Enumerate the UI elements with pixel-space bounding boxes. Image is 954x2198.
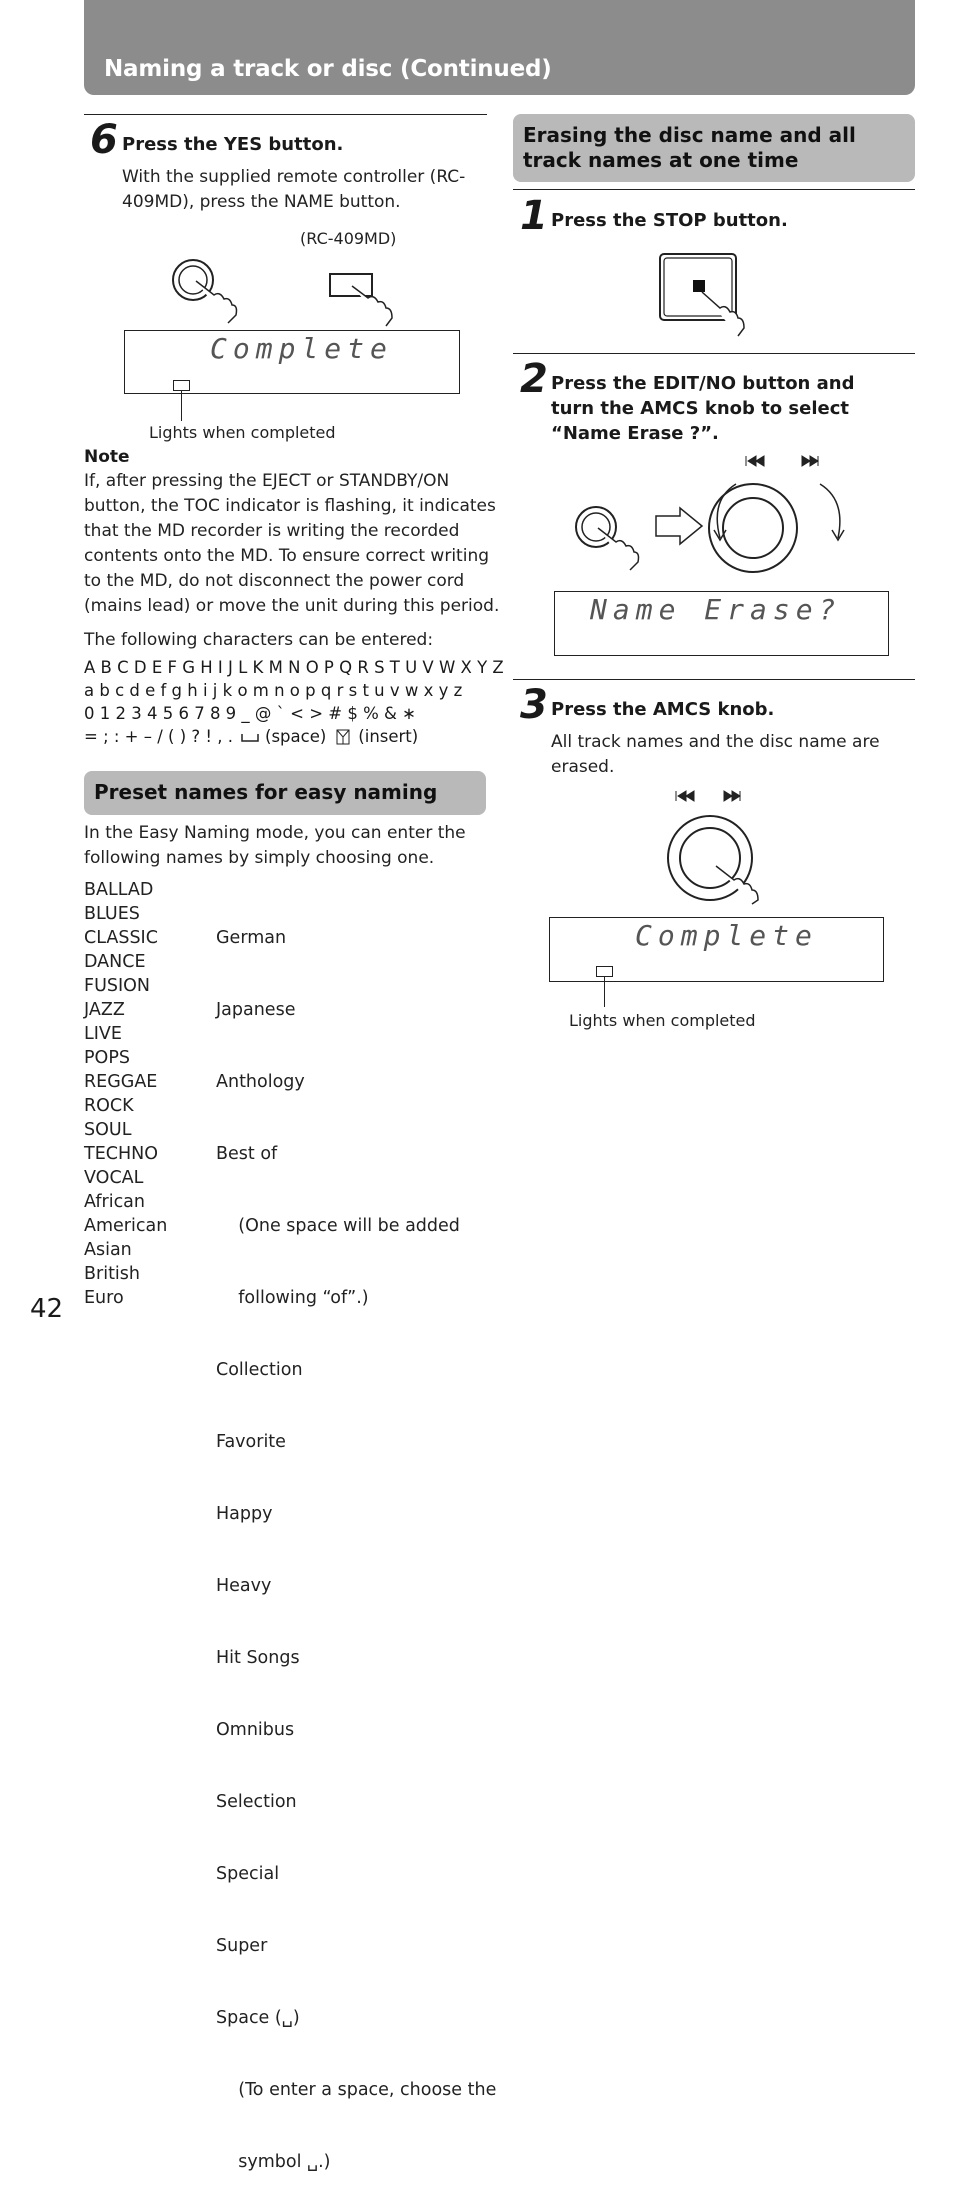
divider bbox=[513, 353, 915, 354]
list-item: SOUL bbox=[84, 1120, 132, 1140]
stop-button-press-icon bbox=[658, 252, 758, 337]
step-number: 6 bbox=[90, 117, 118, 163]
step-title: “Name Erase ?”. bbox=[551, 423, 719, 444]
amcs-knob-press-icon bbox=[664, 812, 774, 904]
list-item: POPS bbox=[84, 1048, 130, 1068]
step-title: Press the AMCS knob. bbox=[551, 699, 775, 720]
preset-intro: following names by simply choosing one. bbox=[84, 848, 435, 868]
list-item: LIVE bbox=[84, 1024, 122, 1044]
page-number: 42 bbox=[30, 1294, 64, 1324]
complete-indicator bbox=[173, 380, 190, 391]
complete-indicator bbox=[596, 966, 613, 977]
note-line: that the MD recorder is writing the recorded bbox=[84, 521, 460, 541]
section-heading-box bbox=[84, 771, 486, 815]
step-title: turn the AMCS knob to select bbox=[551, 398, 850, 419]
list-item: (To enter a space, choose the bbox=[216, 2080, 497, 2100]
chars-intro: The following characters can be entered: bbox=[84, 630, 434, 650]
list-item: REGGAE bbox=[84, 1072, 158, 1092]
list-item: Collection bbox=[216, 1360, 303, 1380]
display-text: Complete bbox=[635, 919, 818, 952]
remote-label: (RC-409MD) bbox=[300, 229, 397, 248]
list-item: Happy bbox=[216, 1504, 273, 1524]
note-line: to the MD, do not disconnect the power cord bbox=[84, 571, 465, 591]
step-number: 3 bbox=[520, 682, 548, 728]
page-title: Naming a track or disc (Continued) bbox=[104, 56, 552, 82]
list-item: British bbox=[84, 1264, 140, 1284]
section-heading: Preset names for easy naming bbox=[94, 780, 438, 804]
list-item: Heavy bbox=[216, 1576, 272, 1596]
skip-arrows-icon bbox=[740, 454, 830, 468]
list-item: Special bbox=[216, 1864, 280, 1884]
divider bbox=[513, 679, 915, 680]
list-item: Anthology bbox=[216, 1072, 305, 1092]
indicator-leader-line bbox=[181, 391, 182, 421]
step-body: All track names and the disc name are bbox=[551, 732, 880, 752]
skip-arrows-icon bbox=[670, 789, 750, 803]
chars-symbols-row bbox=[84, 726, 418, 748]
divider bbox=[513, 189, 915, 190]
insert-symbol-icon bbox=[334, 728, 354, 746]
note-line: (mains lead) or move the unit during this period. bbox=[84, 596, 500, 616]
list-item: Space (␣) bbox=[216, 2008, 300, 2028]
list-item: TECHNO bbox=[84, 1144, 158, 1164]
note-line: If, after pressing the EJECT or STANDBY/ON bbox=[84, 471, 450, 491]
name-button-press-icon bbox=[328, 272, 408, 332]
list-item: Best of bbox=[216, 1144, 278, 1164]
step-title: Press the YES button. bbox=[122, 134, 344, 155]
list-item: FUSION bbox=[84, 976, 151, 996]
list-item: BALLAD bbox=[84, 880, 154, 900]
display-text: Name Erase? bbox=[590, 593, 842, 626]
step-body: With the supplied remote controller (RC- bbox=[122, 167, 466, 187]
note-line: button, the TOC indicator is flashing, it indicates bbox=[84, 496, 496, 516]
chars-symbols: = ; : + – / ( ) ? ! , . bbox=[84, 727, 234, 746]
section-heading: Erasing the disc name and all bbox=[523, 123, 856, 147]
list-item: Super bbox=[216, 1936, 268, 1956]
chars-uppercase: A B C D E F G H I J L K M N O P Q R S T U V W X Y Z bbox=[84, 658, 504, 677]
space-symbol-icon bbox=[239, 730, 261, 744]
step-body: 409MD), press the NAME button. bbox=[122, 192, 401, 212]
list-item: African bbox=[84, 1192, 146, 1212]
step-number: 1 bbox=[520, 193, 548, 239]
list-item: ROCK bbox=[84, 1096, 134, 1116]
edit-and-amcs-knob-icon bbox=[570, 470, 860, 580]
step-number: 2 bbox=[520, 356, 548, 402]
divider bbox=[84, 114, 487, 115]
section-heading-box bbox=[513, 114, 915, 182]
list-item: German bbox=[216, 928, 287, 948]
chars-lowercase: a b c d e f g h i j k o m n o p q r s t u v w x y z bbox=[84, 681, 463, 700]
list-item: JAZZ bbox=[84, 1000, 125, 1020]
list-item: DANCE bbox=[84, 952, 146, 972]
preset-names-col2 bbox=[216, 878, 496, 2198]
insert-label: (insert) bbox=[358, 727, 419, 746]
section-heading: track names at one time bbox=[523, 148, 799, 172]
list-item: Euro bbox=[84, 1288, 124, 1308]
list-item: Asian bbox=[84, 1240, 132, 1260]
space-label: (space) bbox=[265, 727, 327, 746]
list-item: Omnibus bbox=[216, 1720, 295, 1740]
step-body: erased. bbox=[551, 757, 615, 777]
indicator-caption: Lights when completed bbox=[149, 423, 336, 442]
list-item: BLUES bbox=[84, 904, 140, 924]
note-heading: Note bbox=[84, 447, 130, 467]
note-line: contents onto the MD. To ensure correct writing bbox=[84, 546, 490, 566]
display-text: Complete bbox=[210, 332, 393, 365]
yes-button-press-icon bbox=[168, 255, 248, 325]
list-item: American bbox=[84, 1216, 168, 1236]
list-item: following “of”.) bbox=[216, 1288, 369, 1308]
indicator-caption: Lights when completed bbox=[569, 1011, 756, 1030]
list-item: Hit Songs bbox=[216, 1648, 300, 1668]
preset-intro: In the Easy Naming mode, you can enter the bbox=[84, 823, 466, 843]
step-title: Press the STOP button. bbox=[551, 210, 788, 231]
indicator-leader-line bbox=[604, 977, 605, 1007]
list-item: (One space will be added bbox=[216, 1216, 460, 1236]
list-item: Favorite bbox=[216, 1432, 286, 1452]
list-item: Selection bbox=[216, 1792, 297, 1812]
list-item: CLASSIC bbox=[84, 928, 158, 948]
list-item: Japanese bbox=[216, 1000, 296, 1020]
list-item: symbol ␣.) bbox=[216, 2152, 331, 2172]
step-title: Press the EDIT/NO button and bbox=[551, 373, 855, 394]
list-item: VOCAL bbox=[84, 1168, 144, 1188]
preset-names-col1 bbox=[84, 878, 167, 1310]
chars-digits: 0 1 2 3 4 5 6 7 8 9 _ @ ` < > # $ % & ∗ bbox=[84, 704, 416, 723]
